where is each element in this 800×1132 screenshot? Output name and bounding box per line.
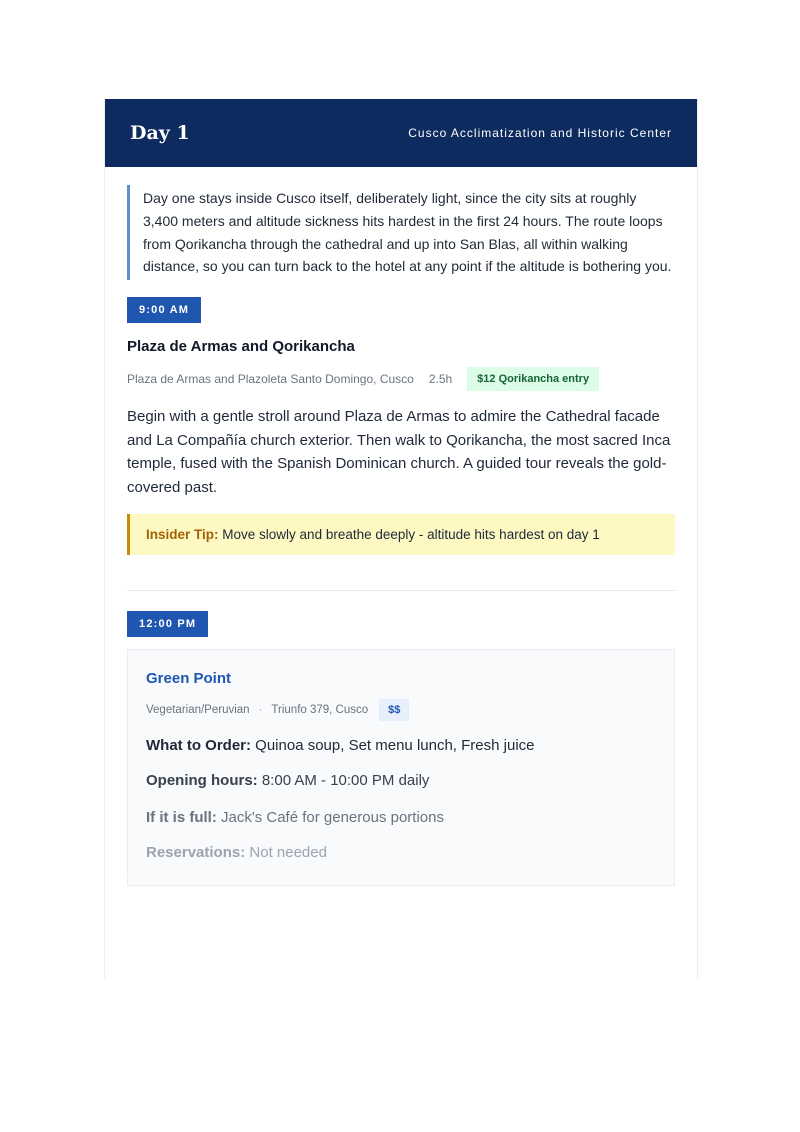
what-to-order	[146, 735, 656, 756]
day-content	[105, 167, 697, 886]
tip-text: Move slowly and breathe deeply - altitude hits hardest on day 1	[222, 527, 600, 543]
restaurant-meta	[146, 699, 656, 721]
restaurant-name[interactable]: Green Point	[146, 670, 232, 688]
activity-cost-badge: $12 Qorikancha entry	[467, 367, 599, 391]
section-divider	[127, 590, 675, 591]
activity-location: Plaza de Armas and Plazoleta Santo Domingo, Cusco	[127, 372, 414, 387]
itinerary-day-card	[104, 99, 698, 979]
activity-meta	[127, 367, 675, 391]
activity-time-badge: 9:00 AM	[127, 297, 201, 323]
activity-description: Begin with a gentle stroll around Plaza de Armas to admire the Cathedral facade and La Compañía church exterior. Then walk to Qorikancha, the most sacred Inca temple, fused with the Spanish Dominican church. A guided tour reveals the gold-covered past.	[127, 408, 671, 496]
price-badge: $$	[379, 699, 409, 721]
day-title: Day 1	[130, 122, 190, 144]
activity-duration: 2.5h	[428, 372, 453, 387]
full-value: Jack's Café for generous portions	[221, 809, 444, 827]
restaurant-card	[127, 649, 675, 886]
day-intro: Day one stays inside Cusco itself, deliberately light, since the city sits at roughly 3,400 meters and altitude sickness hits hardest in the first 24 hours. The route loops from Qorikancha through the cathedral and up into San Blas, all within walking distance, so you can turn back to the hotel at any point if the altitude is bothering you.	[127, 185, 675, 280]
tip-label: Insider Tip:	[146, 527, 219, 543]
opening-hours	[146, 770, 656, 791]
reservations-value: Not needed	[249, 844, 327, 862]
day-header	[105, 99, 697, 167]
insider-tip	[127, 514, 675, 555]
restaurant-address: Triunfo 379, Cusco	[271, 704, 369, 717]
fallback-option	[146, 807, 656, 828]
full-label: If it is full:	[146, 809, 217, 827]
restaurant-cuisine: Vegetarian/Peruvian	[146, 704, 250, 717]
meta-separator: ·	[258, 704, 263, 717]
meal-time-badge: 12:00 PM	[127, 611, 208, 637]
reservations	[146, 842, 656, 863]
activity-title: Plaza de Armas and Qorikancha	[127, 338, 355, 356]
hours-label: Opening hours:	[146, 772, 258, 790]
order-label: What to Order:	[146, 737, 251, 755]
day-subtitle: Cusco Acclimatization and Historic Center	[408, 126, 672, 140]
hours-value: 8:00 AM - 10:00 PM daily	[261, 772, 430, 790]
reservations-label: Reservations:	[146, 844, 246, 862]
order-value: Quinoa soup, Set menu lunch, Fresh juice	[255, 737, 535, 755]
